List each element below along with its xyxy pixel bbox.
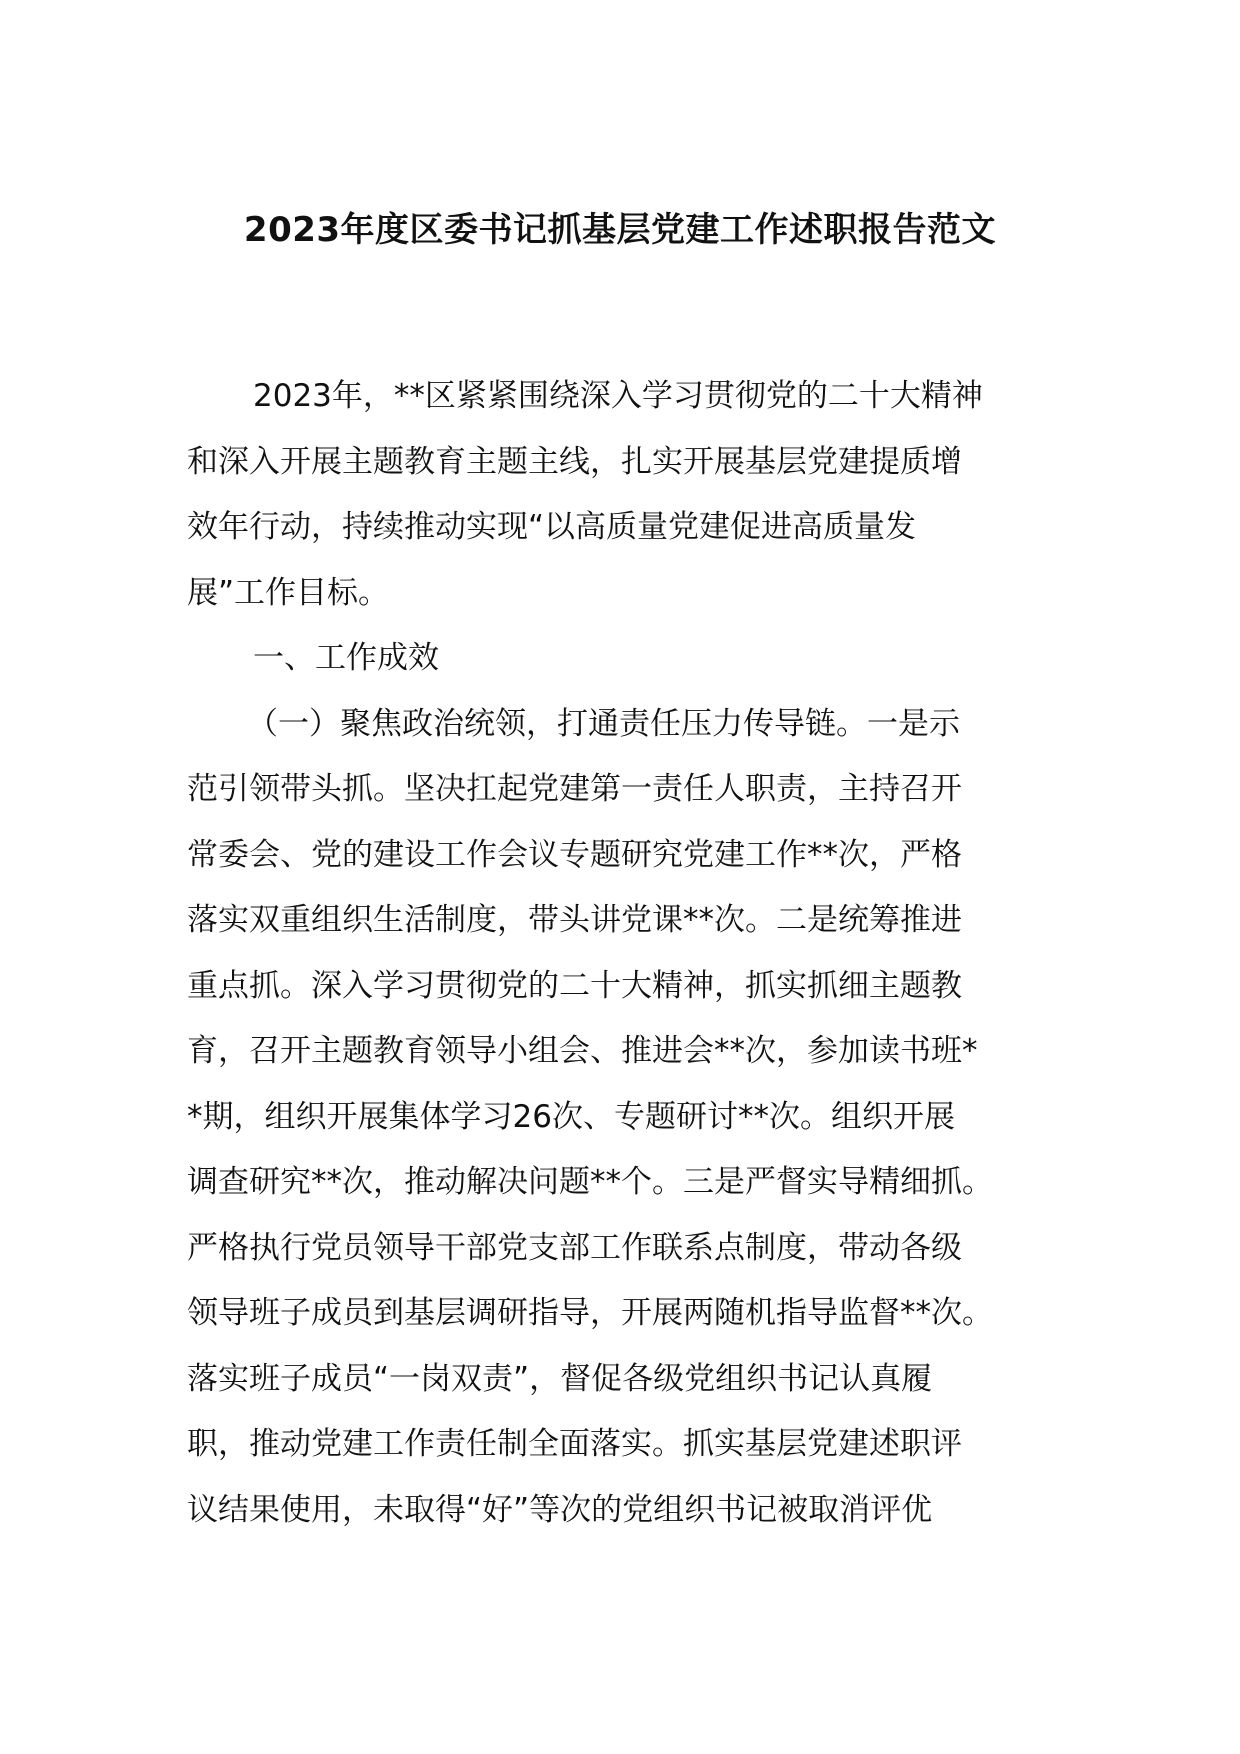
paragraph-line: 重点抓。深入学习贯彻党的二十大精神，抓实抓细主题教 xyxy=(187,967,962,1004)
paragraph-line: 落实双重组织生活制度，带头讲党课**次。二是统筹推进 xyxy=(187,902,962,938)
paragraph-line: 展”工作目标。 xyxy=(187,574,390,611)
paragraph-line: 领导班子成员到基层调研指导，开展两随机指导监督**次。 xyxy=(187,1295,993,1331)
paragraph-line: 和深入开展主题教育主题主线，扎实开展基层党建提质增 xyxy=(187,443,962,480)
document-body xyxy=(187,364,1067,1543)
paragraph-line: 常委会、党的建设工作会议专题研究党建工作**次，严格 xyxy=(187,836,962,873)
paragraph-line: 严格执行党员领导干部党支部工作联系点制度，带动各级 xyxy=(187,1229,962,1266)
paragraph-line: 育，召开主题教育领导小组会、推进会**次，参加读书班* xyxy=(187,1033,978,1069)
paragraph-line: 效年行动，持续推动实现“以高质量党建促进高质量发 xyxy=(187,509,917,545)
document-title: 2023年度区委书记抓基层党建工作述职报告范文 xyxy=(243,210,997,250)
paragraph-line: 范引领带头抓。坚决扛起党建第一责任人职责，主持召开 xyxy=(187,771,962,807)
paragraph-line: 议结果使用，未取得“好”等次的党组织书记被取消评优 xyxy=(187,1491,933,1528)
paragraph-line: 职，推动党建工作责任制全面落实。抓实基层党建述职评 xyxy=(187,1426,962,1462)
paragraph-line: 落实班子成员“一岗双责”，督促各级党组织书记认真履 xyxy=(187,1360,933,1397)
paragraph-line: （一）聚焦政治统领，打通责任压力传导链。一是示 xyxy=(247,705,960,742)
paragraph-line: 调查研究**次，推动解决问题**个。三是严督实导精细抓。 xyxy=(187,1164,993,1200)
section-heading: 一、工作成效 xyxy=(253,640,439,676)
paragraph-line: *期，组织开展集体学习26次、专题研讨**次。组织开展 xyxy=(187,1098,955,1135)
paragraph-line: 2023年，**区紧紧围绕深入学习贯彻党的二十大精神 xyxy=(253,378,983,414)
